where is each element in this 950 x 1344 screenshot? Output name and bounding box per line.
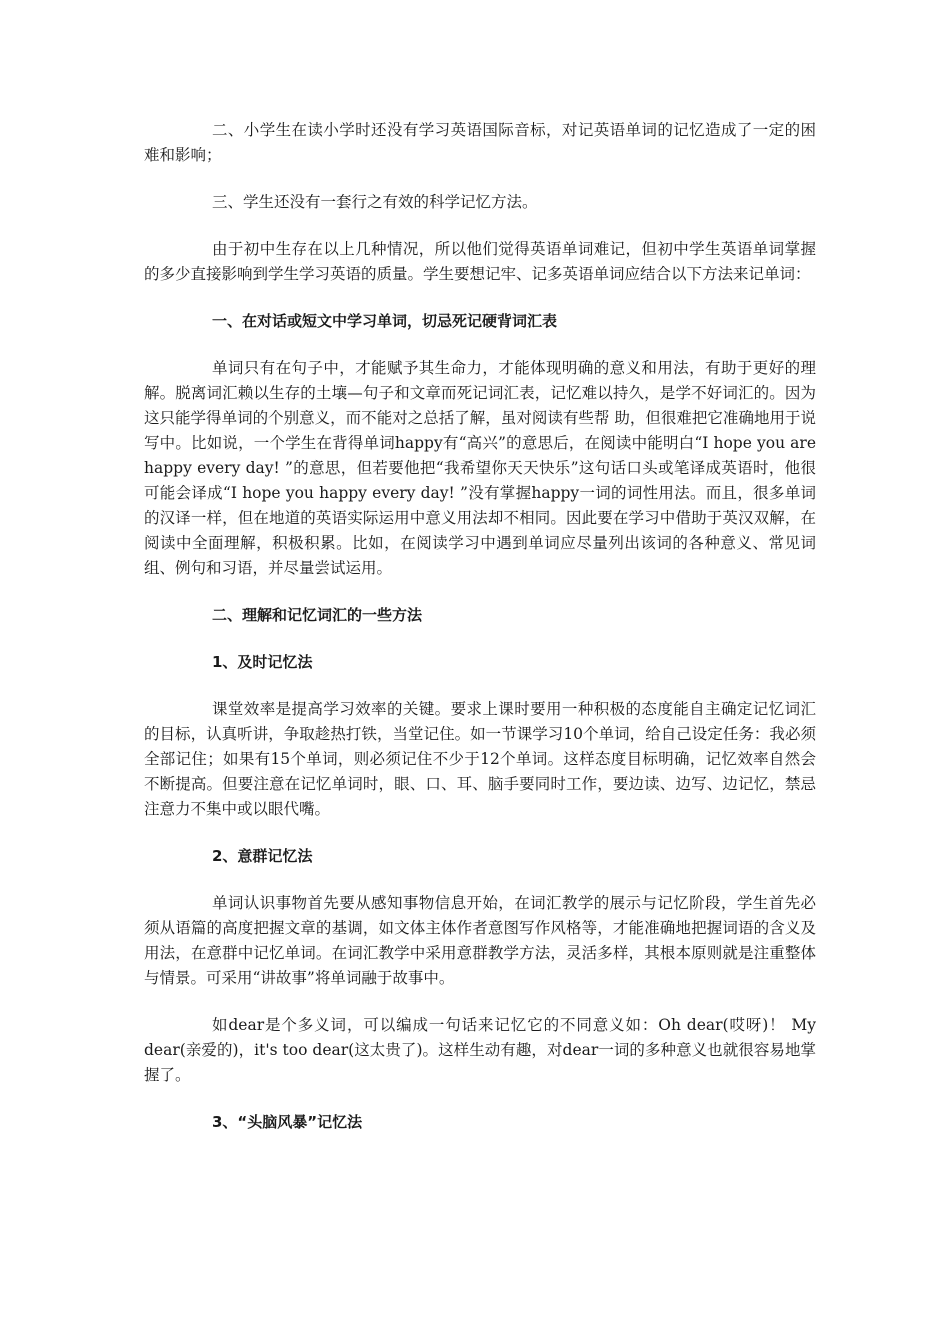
subsection-heading: 1、及时记忆法 <box>212 653 313 671</box>
paragraph: 二、小学生在读小学时还没有学习英语国际音标，对记英语单词的记忆造成了一定的困难和影响； <box>144 121 816 164</box>
section-heading: 二、理解和记忆词汇的一些方法 <box>212 606 423 624</box>
paragraph: 由于初中生存在以上几种情况，所以他们觉得英语单词难记，但初中学生英语单词掌握的多少直接影响到学生学习英语的质量。学生要想记牢、记多英语单词应结合以下方法来记单词： <box>144 240 816 283</box>
paragraph: 单词只有在句子中，才能赋予其生命力，才能体现明确的意义和用法，有助于更好的理解。脱离词汇赖以生存的土壤—句子和文章而死记词汇表，记忆难以持久，是学不好词汇的。因为这只能学得单词的个别意义，而不能对之总括了解，虽对阅读有些帮 助，但很难把它准确地用于说写中。比如说，一个学生在背得单词happy有“高兴”的意思后，在阅读中能明白“I hope you are happy every day! ”的意思，但若要他把“我希望你天天快乐”这句话口头或笔译成英语时，他很可能会译成“I hope you happy every day! ”没有掌握happy一词的词性用法。而且，很多单词的汉译一样，但在地道的英语实际运用中意义用法却不相同。因此要在学习中借助于英汉双解，在阅读中全面理解，积极积累。比如，在阅读学习中遇到单词应尽量列出该词的各种意义、常见词组、例句和习语，并尽量尝试运用。 <box>144 359 816 577</box>
paragraph: 单词认识事物首先要从感知事物信息开始，在词汇教学的展示与记忆阶段，学生首先必须从语篇的高度把握文章的基调，如文体主体作者意图写作风格等，才能准确地把握词语的含义及用法，在意群中记忆单词。在词汇教学中采用意群教学方法，灵活多样，其根本原则就是注重整体与情景。可采用“讲故事”将单词融于故事中。 <box>144 894 816 987</box>
subsection-heading: 2、意群记忆法 <box>212 847 313 865</box>
paragraph: 三、学生还没有一套行之有效的科学记忆方法。 <box>212 193 538 211</box>
document-body <box>144 118 816 1157</box>
paragraph: 如dear是个多义词，可以编成一句话来记忆它的不同意义如：Oh dear(哎呀)！ My dear(亲爱的)，it's too dear(这太贵了)。这样生动有趣，对dear一词的多种意义也就很容易地掌握了。 <box>144 1016 816 1084</box>
section-heading: 一、在对话或短文中学习单词，切忌死记硬背词汇表 <box>212 312 558 330</box>
paragraph: 课堂效率是提高学习效率的关键。要求上课时要用一种积极的态度能自主确定记忆词汇的目标，认真听讲，争取趁热打铁，当堂记住。如一节课学习10个单词，给自己设定任务：我必须全部记住；如果有15个单词，则必须记住不少于12个单词。这样态度目标明确，记忆效率自然会不断提高。但要注意在记忆单词时，眼、口、耳、脑手要同时工作，要边读、边写、边记忆，禁忌注意力不集中或以眼代嘴。 <box>144 700 816 818</box>
subsection-heading: 3、“头脑风暴”记忆法 <box>212 1113 363 1131</box>
